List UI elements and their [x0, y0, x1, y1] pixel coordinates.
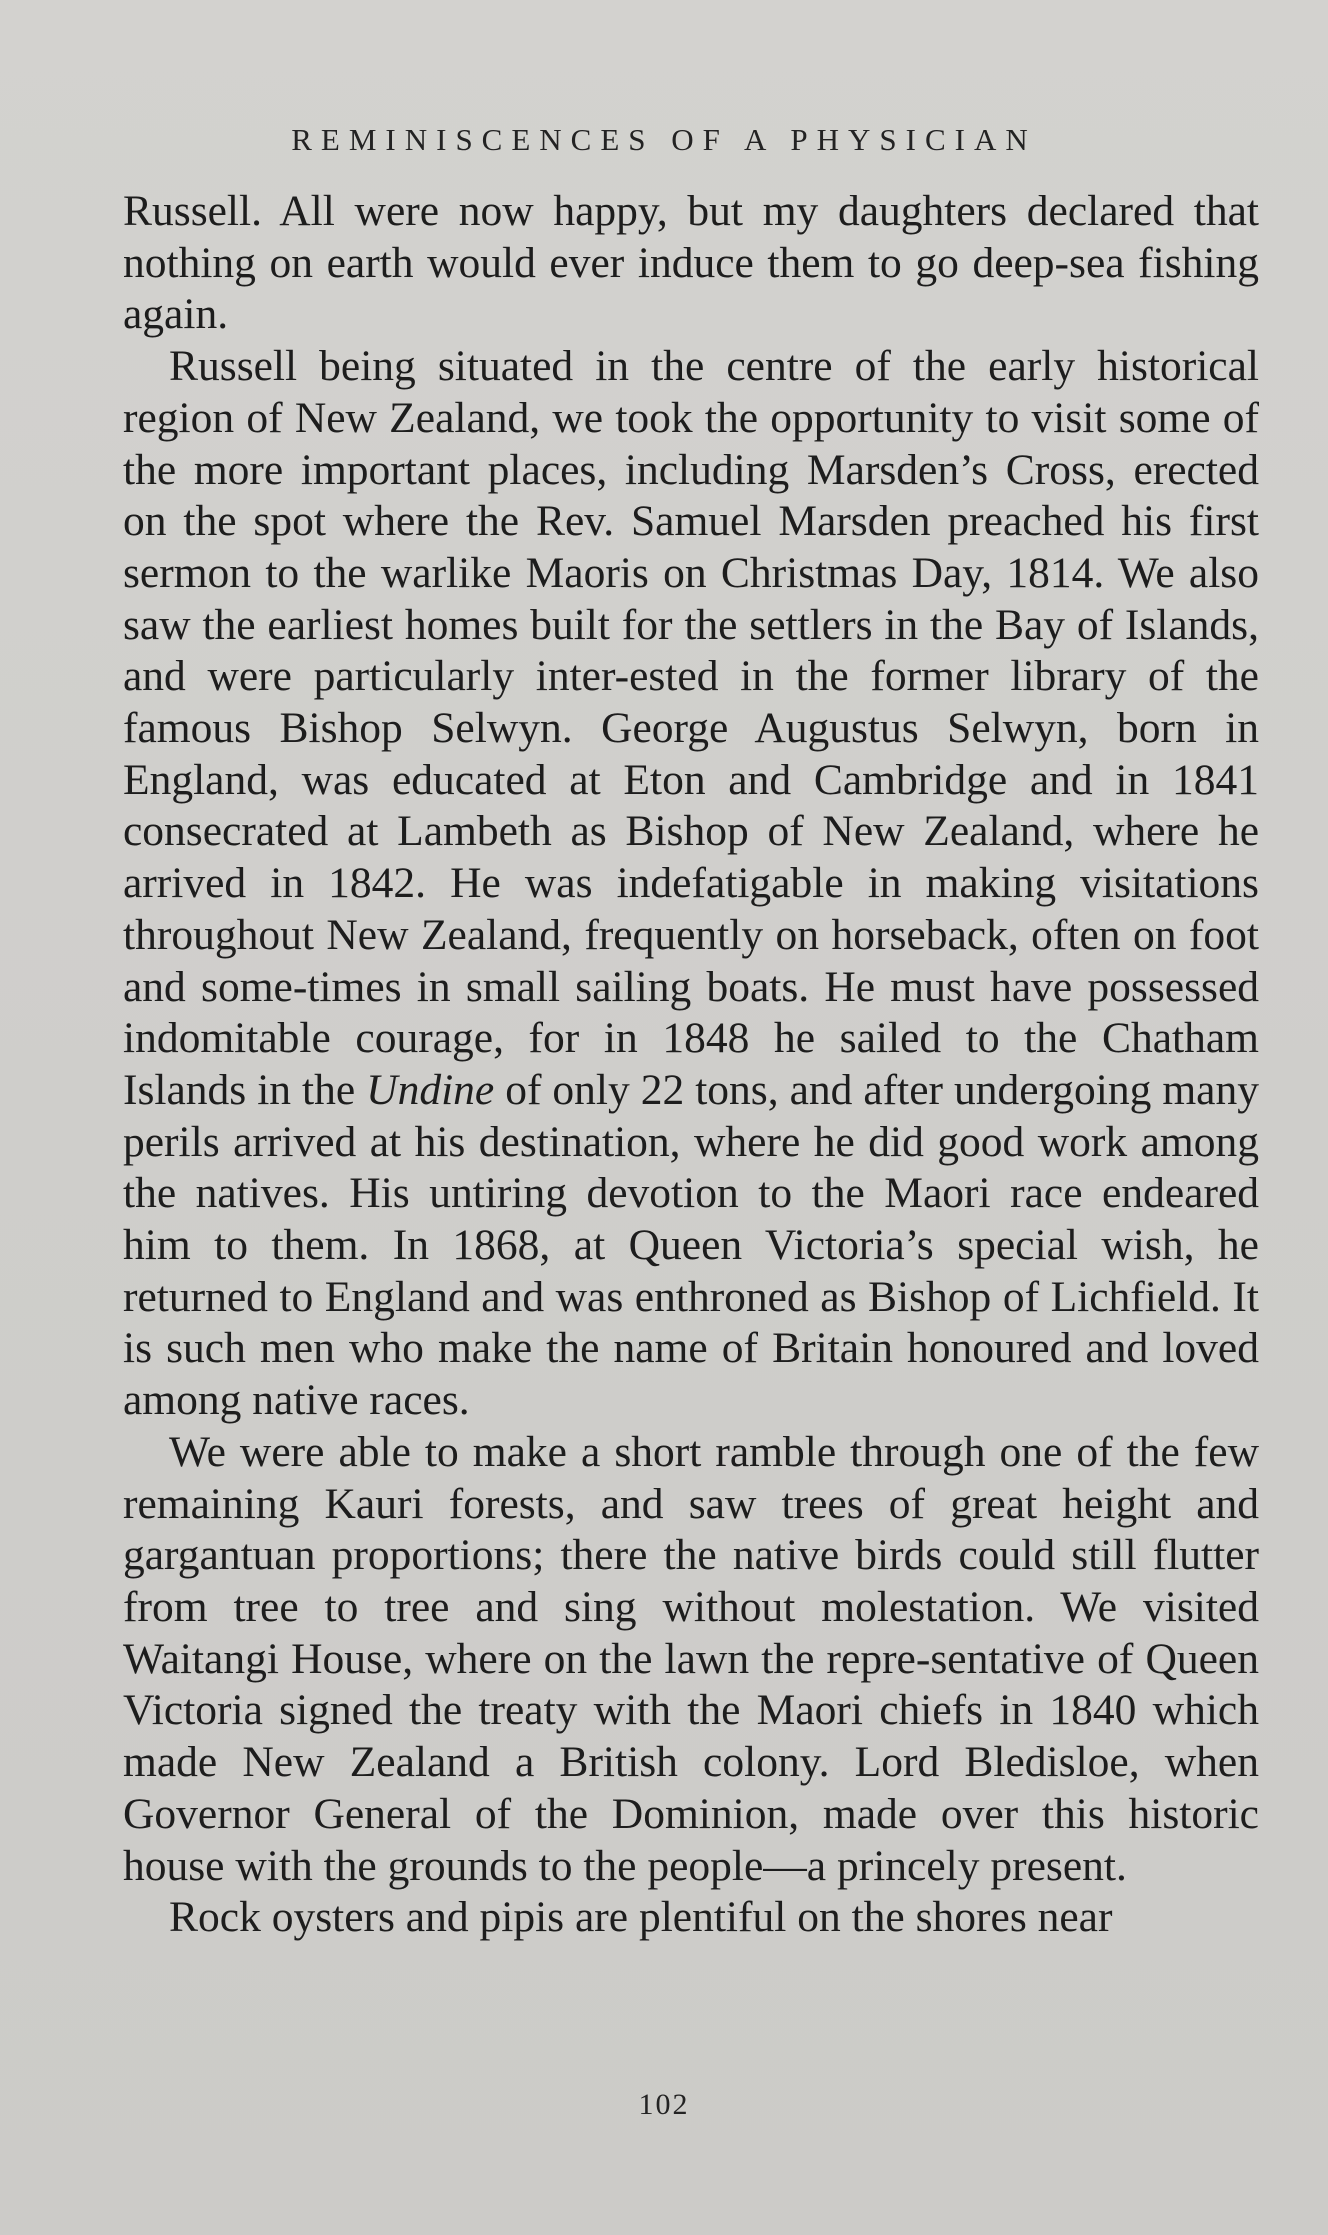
- paragraph-2-text-before: Russell being situated in the centre of the early historical region of New Zealand, we took the opportunity to visit some of the more important places, including Marsden’s Cross, erected on the spot where the Rev. Samuel Marsden preached his first sermon to the warlike Maoris on Christmas Day, 1814. We also saw the earliest homes built for the settlers in the Bay of Islands, and were particularly inter-ested in the former library of the famous Bishop Selwyn. George Augustus Selwyn, born in England, was educated at Eton and Cambridge and in 1841 consecrated at Lambeth as Bishop of New Zealand, where he arrived in 1842. He was indefatigable in making visitations throughout New Zealand, frequently on horseback, often on foot and some-times in small sailing boats. He must have possessed indomitable courage, for in 1848 he sailed to the Chatham Islands in the: [123, 342, 1259, 1114]
- page-number: 102: [638, 2088, 690, 2121]
- ship-name: Undine: [366, 1065, 495, 1114]
- body-text: [123, 186, 1259, 1944]
- paragraph-1: Russell. All were now happy, but my daughters declared that nothing on earth would ever induce them to go deep-sea fishing again.: [123, 187, 1259, 339]
- running-head: REMINISCENCES OF A PHYSICIAN: [291, 122, 1037, 157]
- paragraph-4: Rock oysters and pipis are plentiful on the shores near: [169, 1893, 1113, 1942]
- paragraph-3: We were able to make a short ramble through one of the few remaining Kauri forests, and saw trees of great height and gargantuan proportions; there the native birds could still flutter from tree to tree and sing without molestation. We visited Waitangi House, where on the lawn the repre-sentative of Queen Victoria signed the treaty with the Maori chiefs in 1840 which made New Zealand a British colony. Lord Bledisloe, when Governor General of the Dominion, made over this historic house with the grounds to the people—a princely present.: [123, 1427, 1259, 1890]
- paragraph-2-text-after: of only 22 tons, and after undergoing many perils arrived at his destination, where he did good work among the natives. His untiring devotion to the Maori race endeared him to them. In 1868, at Queen Victoria’s special wish, he returned to England and was enthroned as Bishop of Lichfield. It is such men who make the name of Britain honoured and loved among native races.: [123, 1065, 1259, 1425]
- paragraph-2: [123, 341, 1259, 1427]
